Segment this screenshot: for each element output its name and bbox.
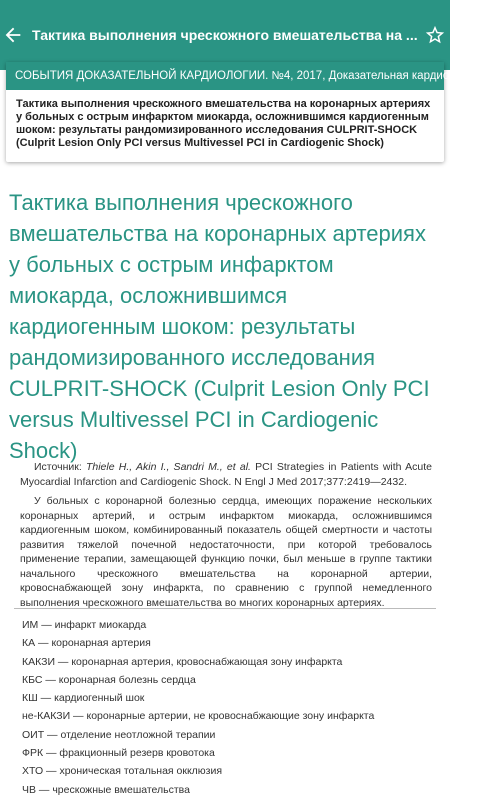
source-authors: Thiele H., Akin I., Sandri M., et al. — [85, 461, 251, 473]
table-of-contents-icon — [468, 24, 490, 46]
abbreviation-item: КБС — коронарная болезнь сердца — [22, 673, 196, 686]
favorite-button[interactable] — [424, 13, 446, 57]
abbreviation-item: ХТО — хроническая тотальная окклюзия — [22, 765, 223, 778]
abbreviation-item: ЧВ — чрескожные вмешательства — [22, 783, 190, 796]
source-label: Источник: — [34, 461, 82, 473]
article-info-card[interactable] — [6, 62, 480, 162]
article-heading: Тактика выполнения чрескожного вмешательства на коронарных артериях у больных с острым инфарктом миокарда, осложнившимся кардиогенным шоком: результаты рандомизированного исследования CULPRIT-SHOCK (Culprit Lesion Only PCI versus Multivessel PCI in Cardiogenic Shock) — [9, 189, 430, 463]
divider — [14, 608, 436, 609]
contents-button[interactable] — [468, 13, 490, 57]
abbreviation-item: ФРК — фракционный резерв кровотока — [22, 747, 215, 760]
abbreviation-item: не-КАКЗИ — коронарные артерии, не кровоснабжающие зону инфаркта — [22, 710, 375, 723]
article-abstract: У больных с коронарной болезнью сердца, имеющих поражение нескольких коронарных артерий, и острым инфарктом миокарда, осложнившимся кардиогенным шоком, комбинированный показатель общей смертности и частоты развития тяжелой почечной недостаточности, при которой требовалось применение терапии, замещающей функцию почки, был меньше в группе тактики начального чрескожного вмешательства на коронарной артерии, кровоснабжающей зону инфаркта, по сравнению с группой немедленного выполнения чрескожного вмешательства во многих коронарных артериях. — [20, 495, 432, 609]
abbreviations-list — [22, 616, 442, 799]
journal-band: СОБЫТИЯ ДОКАЗАТЕЛЬНОЙ КАРДИОЛОГИИ. №4, 2017, Доказательная кардиология — [6, 62, 444, 90]
text-format-button[interactable] — [446, 13, 468, 57]
abbreviation-item: КА — коронарная артерия — [22, 637, 151, 650]
article-source — [20, 460, 432, 490]
abbreviation-item: ИМ — инфаркт миокарда — [22, 619, 147, 631]
arrow-left-icon — [2, 24, 24, 46]
abbreviation-item: ОИТ — отделение неотложной терапии — [22, 728, 216, 741]
text-format-icon — [446, 24, 468, 46]
source-citation: PCI Strategies in Patients with Acute Myocardial Infarction and Cardiogenic Shock. N Engl J Med 2017;377:2419—2432. — [20, 461, 432, 488]
app-bar — [0, 0, 450, 70]
abbreviation-item: КШ — кардиогенный шок — [22, 692, 145, 705]
card-description: Тактика выполнения чрескожного вмешательства на коронарных артериях у больных с острым инфарктом миокарда, осложнившимся кардиогенным шоком: результаты рандомизированного исследования CULPRIT-SHOCK (Culprit Lesion Only PCI versus Multivessel PCI in Cardiogenic Shock) — [16, 98, 431, 149]
abbreviation-item: КАКЗИ — коронарная артерия, кровоснабжающая зону инфаркта — [22, 655, 343, 668]
star-outline-icon — [424, 24, 446, 46]
back-button[interactable] — [2, 13, 24, 57]
app-bar-title: Тактика выполнения чрескожного вмешательства на ... — [32, 27, 418, 43]
